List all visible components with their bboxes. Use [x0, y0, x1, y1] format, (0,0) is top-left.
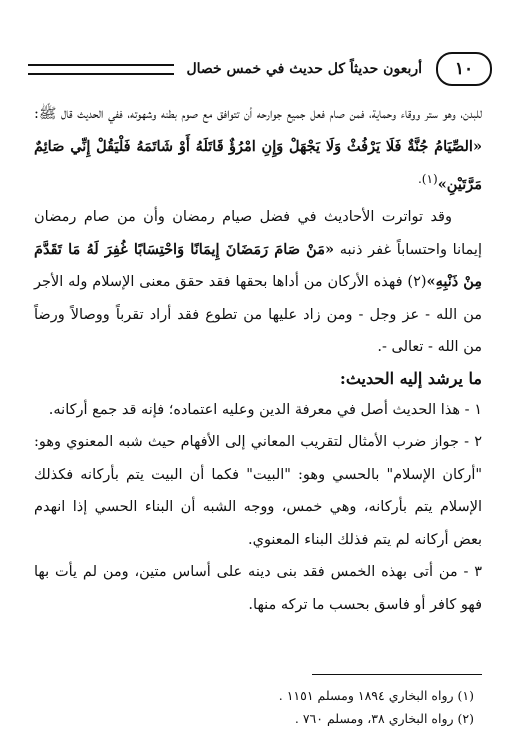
text-line: (٢) فهذه الأركان من أداها بحقها فقد حقق معنى الإسلام وله الأجر من: [34, 274, 482, 323]
list-item: [34, 556, 482, 621]
hadith-quote: ذَنْبِهِ»: [426, 273, 459, 291]
running-title: أربعون حديثاً كل حديث في خمس خصال: [186, 61, 422, 77]
section-title: ما يرشد إليه الحديث:: [339, 368, 482, 388]
text-line: الإسلام" بالحسي وهو: "البيت" فكما أن البيت يتم بأركانه فكذلك الإسلام يتم: [34, 466, 482, 516]
hadith-quote: «الصِّيَامُ جُنَّةٌ فَلَا يَرْفُثْ وَلَا يَجْهَلْ وَإِنِ امْرُؤٌ: [228, 137, 483, 155]
list-item: [34, 426, 482, 556]
text-line: فاسق بحسب ما تركه منها.: [248, 596, 410, 613]
text-line: الله - عز وجل - ومن زاد عليها من تطوع فقد أراد تقرباً ووصالاً ورضاً من الله: [34, 306, 482, 356]
paragraph-1: [34, 98, 482, 201]
footnote-rule: [312, 674, 482, 675]
text-line: ٣ - من أتى بهذه الخمس فقد بنى دينه على أساس متين، ومن لم يأت بها فهو كافر أو: [34, 564, 482, 613]
footnote-2: (٢) رواه البخاري ٣٨، ومسلم ٧٦٠ .: [294, 711, 474, 726]
footnote-1: (١) رواه البخاري ١٨٩٤ ومسلم ١١٥١ .: [278, 688, 474, 703]
hadith-quote: قَاتَلَهُ أَوْ شَاتَمَهُ فَلْيَقُلْ إِنِّي صَائِمٌ مَرَّتَيْنِ»: [34, 137, 482, 193]
text-line: - تعالى -.: [377, 339, 433, 356]
text-line: بطنه وشهوته، ففي الحديث قال ﷺ:: [34, 106, 177, 122]
text-line: فذلك البناء المعنوي.: [247, 531, 369, 548]
page-number: ١٠: [436, 52, 492, 86]
text-line: إيمانا واحتساباً غفر ذنبه: [334, 241, 482, 258]
text-line: بأركانه، وهي خمس، ووجه الشبه أن البناء الحسي إذا انهدم بعض أركانه لم يتم: [34, 499, 482, 548]
page-header: [28, 52, 492, 86]
hadith-quote: «مَنْ صَامَ رَمَضَانَ إِيمَانًا وَاحْتِسَابًا غُفِرَ لَهُ مَا تَقَدَّمَ مِنْ: [34, 240, 482, 291]
header-rule: [28, 64, 174, 75]
footnote-ref: (١).: [417, 172, 438, 186]
text-line: ٢ - جواز ضرب الأمثال لتقريب المعاني إلى الأفهام حيث شبه المعنوي وهو: "أركان: [34, 434, 483, 483]
page-body: [34, 98, 482, 621]
footnotes: [34, 684, 474, 730]
paragraph-2: [34, 201, 482, 364]
list-item: ١ - هذا الحديث أصل في معرفة الدين وعليه اعتماده؛ فإنه قد جمع أركانه.: [48, 401, 482, 418]
text-line: وقد تواترت الأحاديث في فضل صيام رمضان وأن من صام رمضان: [34, 209, 452, 226]
text-line: للبدن، وهو ستر ووقاء وحماية، فمن صام فعل جميع جوارحه أن تتوافق مع صوم: [181, 106, 483, 122]
